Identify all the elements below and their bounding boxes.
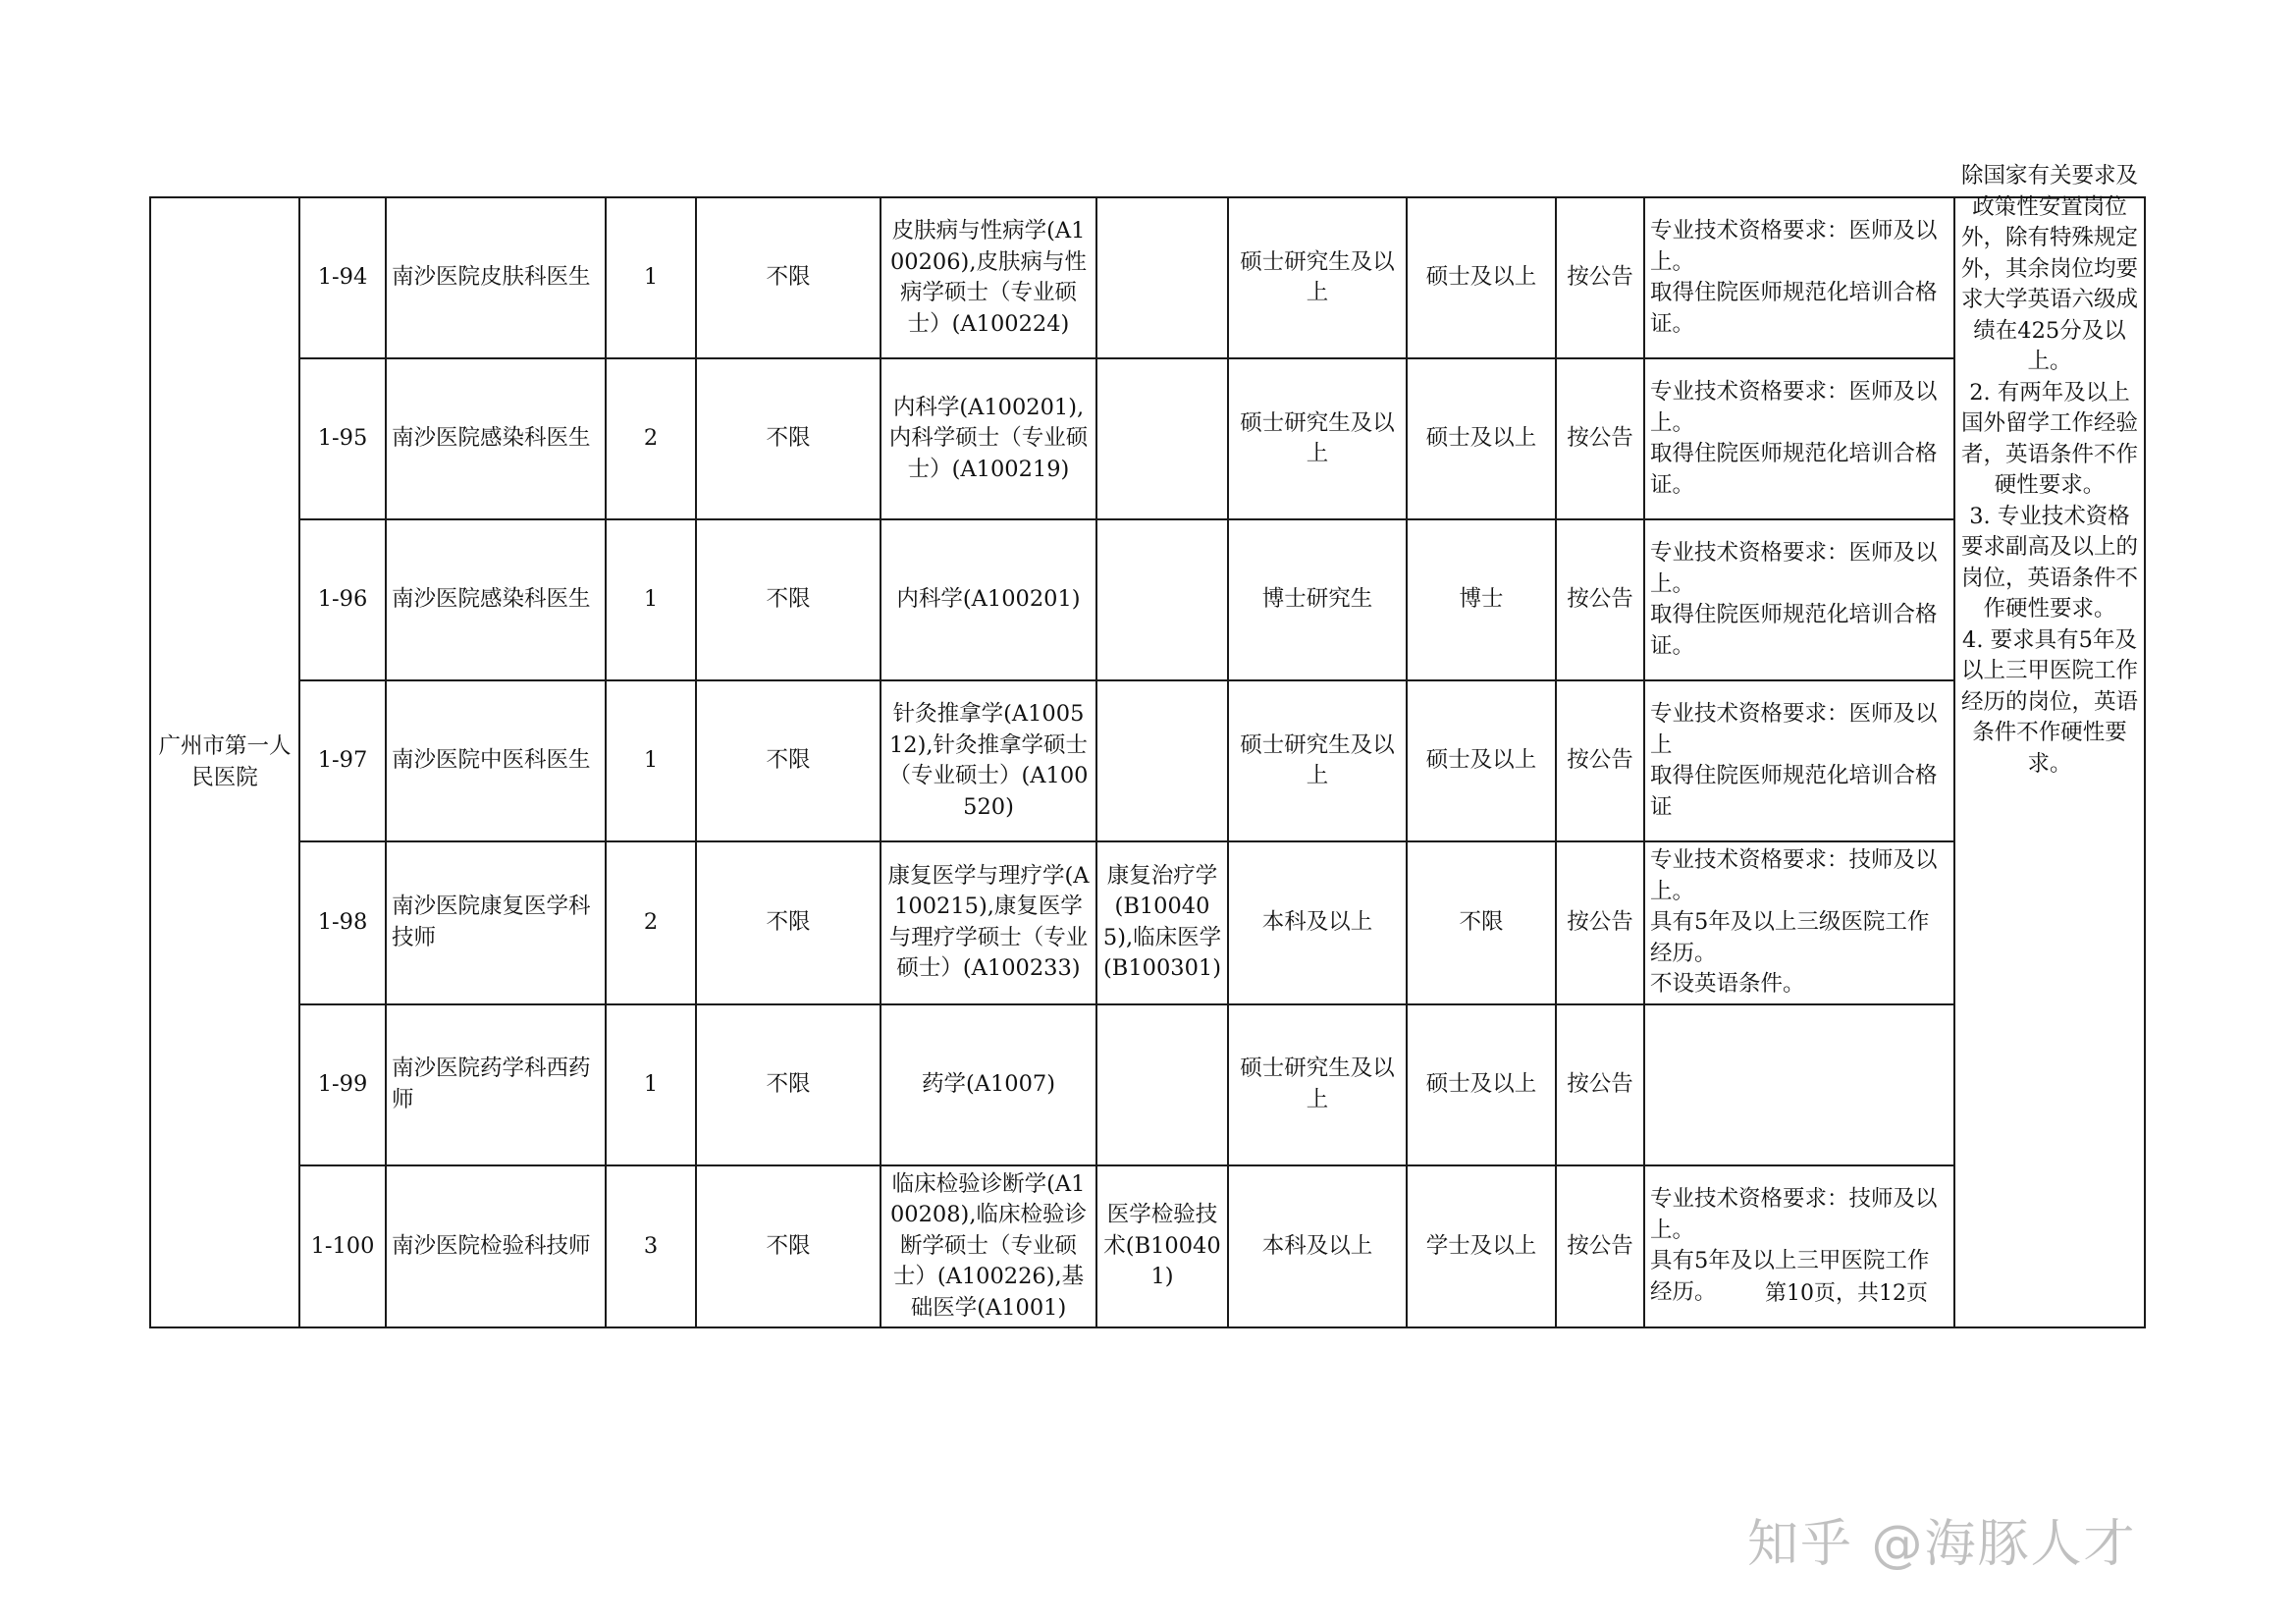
education-cell: 本科及以上	[1228, 841, 1407, 1004]
requirements-cell: 专业技术资格要求：医师及以上。 取得住院医师规范化培训合格证。	[1644, 358, 1954, 519]
position-code-cell: 1-94	[299, 197, 386, 358]
other-cell: 按公告	[1556, 1165, 1644, 1328]
undergraduate-major-cell	[1096, 1004, 1228, 1165]
requirements-cell: 专业技术资格要求：技师及以上。 具有5年及以上三级医院工作经历。 不设英语条件。	[1644, 841, 1954, 1004]
position-name-cell: 南沙医院康复医学科技师	[386, 841, 606, 1004]
undergraduate-major-cell	[1096, 358, 1228, 519]
other-cell: 按公告	[1556, 1004, 1644, 1165]
position-code-cell: 1-98	[299, 841, 386, 1004]
headcount-cell: 1	[606, 519, 696, 680]
age-cell: 不限	[696, 1004, 881, 1165]
age-cell: 不限	[696, 680, 881, 841]
age-cell: 不限	[696, 519, 881, 680]
table-row	[150, 358, 2145, 519]
age-cell: 不限	[696, 1165, 881, 1328]
requirements-cell: 专业技术资格要求：医师及以上 取得住院医师规范化培训合格证	[1644, 680, 1954, 841]
position-code-cell: 1-95	[299, 358, 386, 519]
graduate-major-cell: 康复医学与理疗学(A100215),康复医学与理疗学硕士（专业硕士）(A100233)	[881, 841, 1096, 1004]
education-cell: 本科及以上	[1228, 1165, 1407, 1328]
position-name-cell: 南沙医院感染科医生	[386, 519, 606, 680]
notes-cell	[1954, 163, 2145, 1327]
position-name-cell: 南沙医院药学科西药师	[386, 1004, 606, 1165]
watermark: 知乎 @海豚人才	[1747, 1515, 2137, 1574]
notes-text: 除国家有关要求及政策性安置岗位外，除有特殊规定外，其余岗位均要求大学英语六级成绩在425分及以上。 2. 有两年及以上国外留学工作经验者，英语条件不作硬性要求。 3. 专业技术资格要求副高及以上的岗位，英语条件不作硬性要求。 4. 要求具有5年及以上三甲医院工作经历的岗位，英语条件不作硬性要求。	[1960, 163, 2138, 777]
table-row	[150, 197, 2145, 358]
requirements-cell: 专业技术资格要求：医师及以上。 取得住院医师规范化培训合格证。	[1644, 197, 1954, 358]
position-name-cell: 南沙医院感染科医生	[386, 358, 606, 519]
degree-cell: 硕士及以上	[1407, 197, 1556, 358]
position-code-cell: 1-97	[299, 680, 386, 841]
education-cell: 硕士研究生及以上	[1228, 358, 1407, 519]
education-cell: 博士研究生	[1228, 519, 1407, 680]
graduate-major-cell: 内科学(A100201),内科学硕士（专业硕士）(A100219)	[881, 358, 1096, 519]
recruitment-table	[149, 163, 2146, 1328]
graduate-major-cell: 药学(A1007)	[881, 1004, 1096, 1165]
graduate-major-cell: 皮肤病与性病学(A100206),皮肤病与性病学硕士（专业硕士）(A100224)	[881, 197, 1096, 358]
headcount-cell: 1	[606, 197, 696, 358]
degree-cell: 学士及以上	[1407, 1165, 1556, 1328]
headcount-cell: 1	[606, 680, 696, 841]
undergraduate-major-cell: 康复治疗学(B100405),临床医学(B100301)	[1096, 841, 1228, 1004]
position-code-cell: 1-100	[299, 1165, 386, 1328]
table-row	[150, 1004, 2145, 1165]
graduate-major-cell: 临床检验诊断学(A100208),临床检验诊断学硕士（专业硕士）(A100226),基础医学(A1001)	[881, 1165, 1096, 1328]
degree-cell: 硕士及以上	[1407, 1004, 1556, 1165]
undergraduate-major-cell: 医学检验技术(B100401)	[1096, 1165, 1228, 1328]
page-number: 第10页，共12页	[1765, 1281, 1928, 1306]
position-code-cell: 1-99	[299, 1004, 386, 1165]
education-cell: 硕士研究生及以上	[1228, 197, 1407, 358]
other-cell: 按公告	[1556, 197, 1644, 358]
requirements-cell: 专业技术资格要求：技师及以上。 具有5年及以上三甲医院工作经历。	[1644, 1165, 1954, 1328]
age-cell: 不限	[696, 358, 881, 519]
other-cell: 按公告	[1556, 358, 1644, 519]
headcount-cell: 2	[606, 841, 696, 1004]
undergraduate-major-cell	[1096, 197, 1228, 358]
position-name-cell: 南沙医院检验科技师	[386, 1165, 606, 1328]
table-body	[150, 163, 2145, 1327]
undergraduate-major-cell	[1096, 680, 1228, 841]
degree-cell: 不限	[1407, 841, 1556, 1004]
table-row	[150, 680, 2145, 841]
position-name-cell: 南沙医院皮肤科医生	[386, 197, 606, 358]
table-row	[150, 519, 2145, 680]
graduate-major-cell: 内科学(A100201)	[881, 519, 1096, 680]
degree-cell: 硕士及以上	[1407, 680, 1556, 841]
degree-cell: 硕士及以上	[1407, 358, 1556, 519]
degree-cell: 博士	[1407, 519, 1556, 680]
table-row	[150, 841, 2145, 1004]
requirements-cell	[1644, 1004, 1954, 1165]
graduate-major-cell: 针灸推拿学(A100512),针灸推拿学硕士（专业硕士）(A100520)	[881, 680, 1096, 841]
headcount-cell: 2	[606, 358, 696, 519]
position-name-cell: 南沙医院中医科医生	[386, 680, 606, 841]
education-cell: 硕士研究生及以上	[1228, 680, 1407, 841]
requirements-cell: 专业技术资格要求：医师及以上。 取得住院医师规范化培训合格证。	[1644, 519, 1954, 680]
age-cell: 不限	[696, 841, 881, 1004]
headcount-cell: 1	[606, 1004, 696, 1165]
other-cell: 按公告	[1556, 519, 1644, 680]
other-cell: 按公告	[1556, 680, 1644, 841]
other-cell: 按公告	[1556, 841, 1644, 1004]
age-cell: 不限	[696, 197, 881, 358]
headcount-cell: 3	[606, 1165, 696, 1328]
education-cell: 硕士研究生及以上	[1228, 1004, 1407, 1165]
undergraduate-major-cell	[1096, 519, 1228, 680]
position-code-cell: 1-96	[299, 519, 386, 680]
employer-cell: 广州市第一人民医院	[150, 197, 299, 1327]
